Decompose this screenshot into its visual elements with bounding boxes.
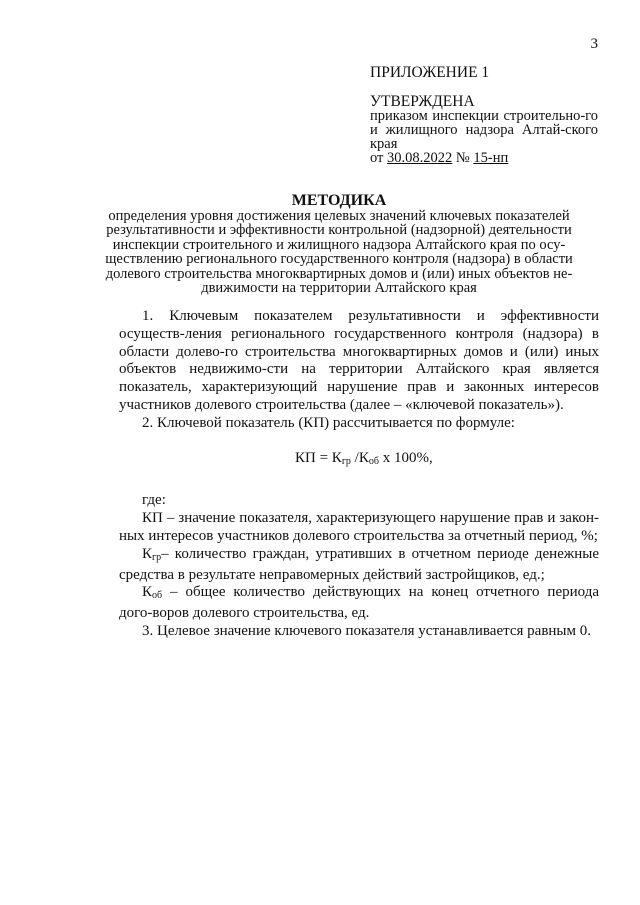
formula-sub-ob: об [368,455,379,467]
approved-title: УТВЕРЖДЕНА [370,93,475,110]
order-number: 15-нп [473,150,509,166]
paragraph-2: 2. Ключевой показатель (КП) рассчитывается по формуле: [142,414,515,431]
formula-lhs: КП = К [295,449,342,466]
date-prefix: от [370,150,388,166]
appendix-title: ПРИЛОЖЕНИЕ 1 [370,64,490,81]
formula-sub-gr: гр [341,455,351,467]
formula-rhs: х 100%, [378,449,433,466]
where-label: где: [142,492,166,509]
approval-date-line [370,151,598,165]
approval-block [370,66,598,165]
symbol-k: К [142,545,153,562]
symbol-sub-ob: об [152,590,163,602]
symbol-k: К [142,584,153,601]
formula-mid: /К [350,449,369,466]
paragraph-1: 1. Ключевым показателем результативности и эффективности осуществ-ления регионального государственного контроля (надзора) в области долево-го строительства многоквартирных домов и (или) иных объектов недвижимо-сти на территории Алтайского края является показатель, характеризующий нарушение прав и законных интересов участников долевого строительства (далее – «ключевой показатель»). [119,308,599,413]
definition-kob [119,584,599,623]
definition-kgr-text: – количество граждан, утративших в отчетном периоде денежные средства в результате неправомерных действий застройщиков, ед.; [119,545,599,583]
approval-date: 30.08.2022 [387,150,453,166]
page-number: 3 [590,36,598,52]
document-title: МЕТОДИКА [291,192,387,209]
symbol-sub-gr: гр [152,551,162,563]
paragraph-3: 3. Целевое значение ключевого показателя устанавливается равным 0. [142,622,592,639]
definition-kgr [119,546,599,585]
document-title-block [100,194,578,296]
document-subtitle: определения уровня достижения целевых значений ключевых показателей результативности и эффективности контрольной (надзорной) деятельности инспекции строительного и жилищного надзора Алтайского края по осу-ществлению регионального государственного контроля (надзора) в области долевого строительства многоквартирных домов и (или) иных объектов не-движимости на территории Алтайского края [105,207,573,296]
formula [119,450,599,471]
approval-order-text: приказом инспекции строительно-го и жилищного надзора Алтай-ского края [370,108,598,152]
definition-kp: КП – значение показателя, характеризующего нарушение прав и закон-ных интересов участников долевого строительства за отчетный период, %; [119,510,599,544]
number-prefix: № [452,150,474,166]
document-body [119,308,599,641]
definition-kob-text: – общее количество действующих на конец отчетного периода дого-воров долевого строительства, ед. [119,584,599,622]
